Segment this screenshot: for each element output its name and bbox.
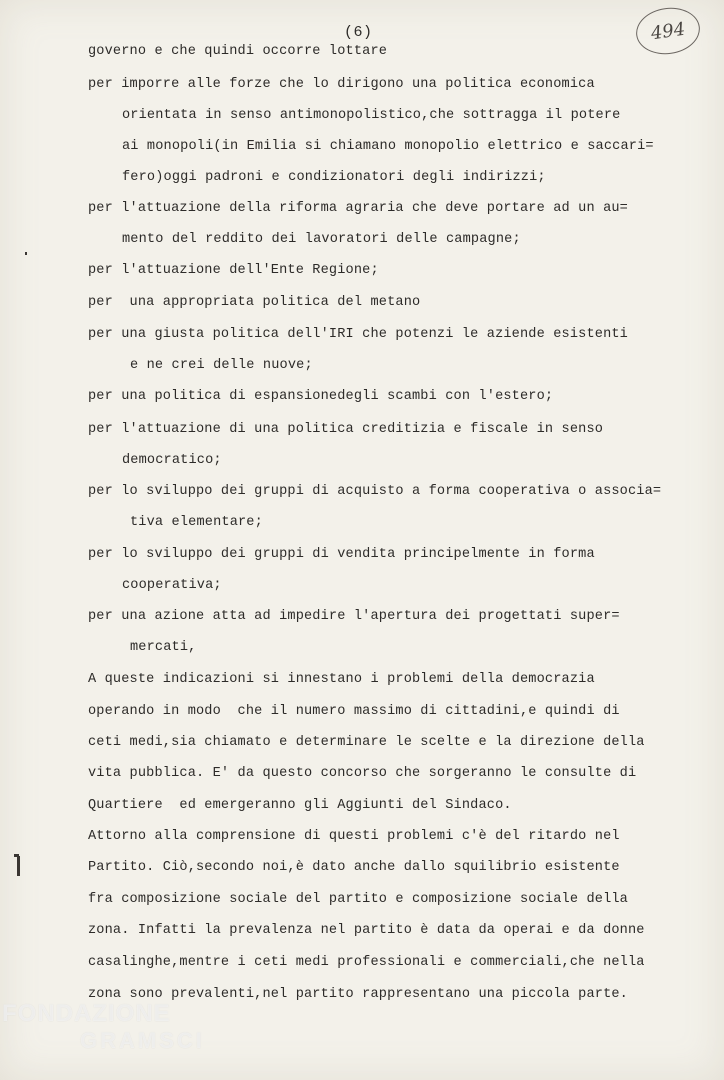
text-line: per lo sviluppo dei gruppi di vendita principelmente in forma <box>88 547 595 562</box>
text-line: per una giusta politica dell'IRI che potenzi le aziende esistenti <box>88 327 628 342</box>
text-line: fra composizione sociale del partito e composizione sociale della <box>88 892 628 907</box>
text-line: per l'attuazione di una politica creditizia e fiscale in senso <box>88 422 604 437</box>
watermark-line-2: GRAMSCI <box>80 1028 205 1053</box>
margin-mark <box>14 854 19 857</box>
text-line: e ne crei delle nuove; <box>130 358 313 373</box>
text-line: fero)oggi padroni e condizionatori degli indirizzi; <box>122 170 546 185</box>
text-line: casalinghe,mentre i ceti medi professionali e commerciali,che nella <box>88 955 645 970</box>
text-line: mercati, <box>130 640 197 655</box>
text-line: tiva elementare; <box>130 515 263 530</box>
text-line: cooperativa; <box>122 578 222 593</box>
text-line: Attorno alla comprensione di questi problemi c'è del ritardo nel <box>88 829 620 844</box>
text-line: per imporre alle forze che lo dirigono una politica economica <box>88 77 595 92</box>
text-line: operando in modo che il numero massimo di cittadini,e quindi di <box>88 704 620 719</box>
watermark-line-1: FONDAZIONE <box>2 1000 171 1027</box>
archive-number-stamp: 494 <box>633 4 703 58</box>
text-line: A queste indicazioni si innestano i problemi della democrazia <box>88 672 595 687</box>
text-line: per una appropriata politica del metano <box>88 295 421 310</box>
text-line: Partito. Ciò,secondo noi,è dato anche dallo squilibrio esistente <box>88 860 620 875</box>
text-line: per una azione atta ad impedire l'apertura dei progettati super= <box>88 609 620 624</box>
margin-mark <box>17 856 20 876</box>
text-line: orientata in senso antimonopolistico,che sottragga il potere <box>122 108 621 123</box>
text-line: ai monopoli(in Emilia si chiamano monopolio elettrico e saccari= <box>122 139 654 154</box>
text-line: mento del reddito dei lavoratori delle campagne; <box>122 232 521 247</box>
text-line: per una politica di espansionedegli scambi con l'estero; <box>88 389 554 404</box>
text-line: per lo sviluppo dei gruppi di acquisto a forma cooperativa o associa= <box>88 484 662 499</box>
text-line: per l'attuazione della riforma agraria che deve portare ad un au= <box>88 201 628 216</box>
text-line: per l'attuazione dell'Ente Regione; <box>88 263 379 278</box>
text-line: ceti medi,sia chiamato e determinare le scelte e la direzione della <box>88 735 645 750</box>
text-line: zona sono prevalenti,nel partito rappresentano una piccola parte. <box>88 987 628 1002</box>
margin-mark <box>25 252 27 255</box>
text-line: vita pubblica. E' da questo concorso che sorgeranno le consulte di <box>88 766 637 781</box>
text-line: zona. Infatti la prevalenza nel partito è data da operai e da donne <box>88 923 645 938</box>
text-line: Quartiere ed emergeranno gli Aggiunti del Sindaco. <box>88 798 512 813</box>
page-number: (6) <box>344 24 373 41</box>
text-line: democratico; <box>122 453 222 468</box>
text-line: governo e che quindi occorre lottare <box>88 44 388 59</box>
